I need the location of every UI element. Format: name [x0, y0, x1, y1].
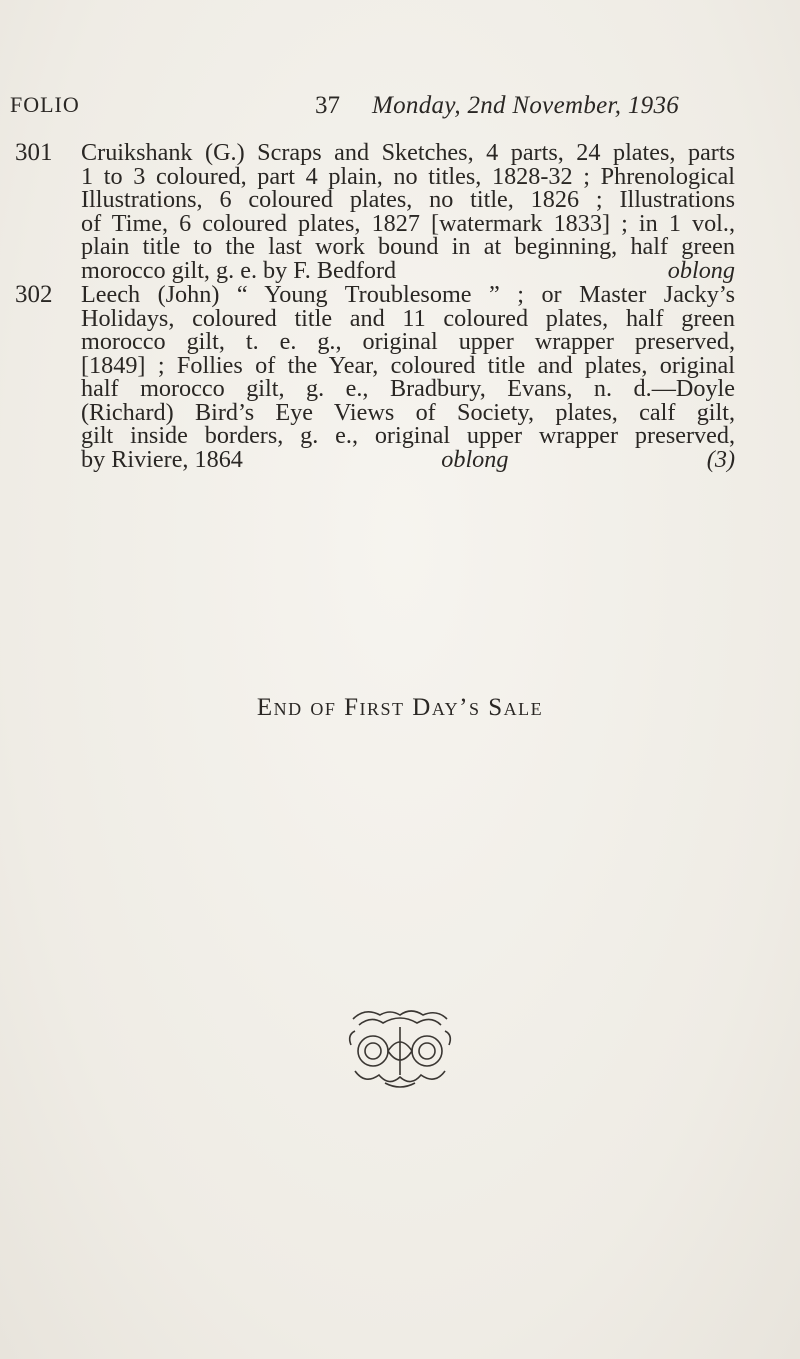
- lot-line: Illustrations, 6 coloured plates, no title, 1826 ; Illustrations: [81, 186, 735, 213]
- lot-line: (Richard) Bird’s Eye Views of Society, plates, calf gilt,: [81, 398, 735, 426]
- lot-line: plain title to the last work bound in at beginning, half green: [81, 233, 735, 260]
- lot-line: gilt inside borders, g. e., original upper wrapper preserved,: [81, 422, 735, 449]
- lot-line-segment: morocco gilt, g. e. by F. Bedford: [81, 256, 397, 284]
- page-number: 37: [315, 92, 340, 119]
- lot-line: morocco gilt, t. e. g., original upper wrapper preserved,: [81, 328, 735, 355]
- end-of-sale-heading: End of First Day’s Sale: [256, 694, 544, 721]
- lot-line-segment: oblong: [441, 445, 509, 473]
- lot-line: half morocco gilt, g. e., Bradbury, Evans, n. d.—Doyle: [81, 375, 735, 402]
- lot-number: 301: [15, 139, 53, 166]
- lot-line: 1 to 3 coloured, part 4 plain, no titles, 1828-32 ; Phrenological: [81, 162, 735, 190]
- lot-number: 302: [15, 281, 53, 308]
- lot-line: [1849] ; Follies of the Year, coloured title and plates, original: [81, 351, 735, 379]
- lot-line-segment: by Riviere, 1864: [81, 445, 243, 473]
- decorative-vignette-icon: [345, 1005, 455, 1091]
- sale-date: Monday, 2nd November, 1936: [372, 92, 680, 119]
- lot-line: of Time, 6 coloured plates, 1827 [watermark 1833] ; in 1 vol.,: [81, 209, 735, 237]
- lot-line: Holidays, coloured title and 11 coloured plates, half green: [81, 304, 735, 332]
- lot-line-segment: oblong: [667, 256, 735, 284]
- lot-line-segment: (3): [706, 445, 735, 473]
- lot-line: [81, 256, 735, 284]
- page-header: [10, 92, 780, 128]
- folio-label: FOLIO: [10, 92, 80, 117]
- lot-description: [81, 283, 735, 471]
- lot-line: Cruikshank (G.) Scraps and Sketches, 4 parts, 24 plates, parts: [81, 139, 735, 166]
- lot-line: Leech (John) “ Young Troublesome ” ; or Master Jacky’s: [81, 281, 735, 308]
- lot-line: [81, 445, 735, 473]
- lot-description: [81, 141, 735, 282]
